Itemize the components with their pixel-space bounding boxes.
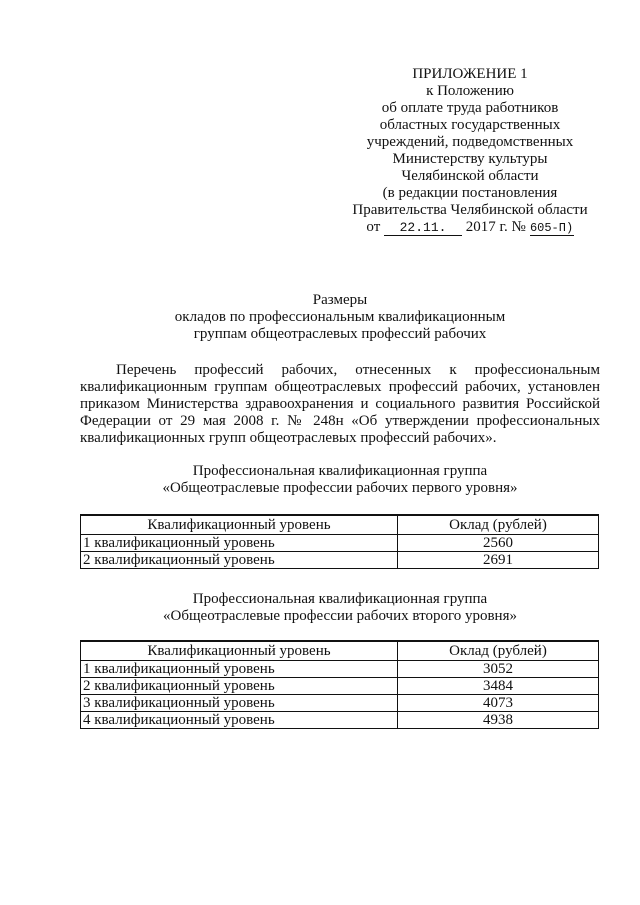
table-row	[81, 695, 599, 712]
column-header-level: Квалификационный уровень	[81, 641, 398, 661]
table-header-row	[81, 515, 599, 535]
appendix-line: областных государственных	[379, 117, 561, 133]
title-line: группам общеотраслевых профессий рабочих	[193, 326, 487, 342]
document-title	[80, 292, 600, 343]
level-cell: 1 квалификационный уровень	[81, 535, 398, 552]
decree-year: 2017 г. №	[465, 219, 526, 235]
level-cell: 2 квалификационный уровень	[81, 678, 398, 695]
salary-cell: 2560	[398, 535, 599, 552]
intro-paragraph: Перечень профессий рабочих, отнесенных к профессиональным квалификационным группам общеотраслевых профессий рабочих, установлен приказом Министерства здравоохранения и социального развития Российской Федерации от 29 мая 2008 г. № 248н «Об утверждении профессиональных квалификационных групп общеотраслевых профессий рабочих».	[80, 362, 600, 446]
table-row	[81, 712, 599, 729]
level-cell: 4 квалификационный уровень	[81, 712, 398, 729]
level-cell: 3 квалификационный уровень	[81, 695, 398, 712]
group-2-table	[80, 640, 599, 729]
appendix-line: Правительства Челябинской области	[352, 202, 588, 218]
appendix-line: (в редакции постановления	[382, 185, 558, 201]
salary-cell: 4938	[398, 712, 599, 729]
appendix-line: учреждений, подведомственных	[366, 134, 574, 150]
appendix-header	[340, 66, 600, 236]
group-title-line: Профессиональная квалификационная группа	[192, 591, 488, 607]
decree-date: 22.11.	[384, 221, 462, 236]
title-line: Размеры	[312, 292, 368, 308]
decree-date-line	[340, 219, 600, 236]
level-cell: 2 квалификационный уровень	[81, 552, 398, 569]
date-prefix: от	[366, 219, 381, 235]
table-row	[81, 535, 599, 552]
column-header-level: Квалификационный уровень	[81, 515, 398, 535]
table-row	[81, 678, 599, 695]
group-2-title	[80, 591, 600, 625]
group-1-table	[80, 514, 599, 569]
table-row	[81, 552, 599, 569]
group-title-line: Профессиональная квалификационная группа	[192, 463, 488, 479]
salary-cell: 3052	[398, 661, 599, 678]
appendix-line: об оплате труда работников	[381, 100, 559, 116]
table-header-row	[81, 641, 599, 661]
level-cell: 1 квалификационный уровень	[81, 661, 398, 678]
group-title-line: «Общеотраслевые профессии рабочих первого уровня»	[162, 480, 518, 496]
group-title-line: «Общеотраслевые профессии рабочих второго уровня»	[163, 608, 517, 624]
group-1-title	[80, 463, 600, 497]
title-line: окладов по профессиональным квалификационным	[174, 309, 506, 325]
appendix-line: к Положению	[426, 83, 514, 99]
table-row	[81, 661, 599, 678]
appendix-title: ПРИЛОЖЕНИЕ 1	[412, 66, 528, 82]
column-header-salary: Оклад (рублей)	[398, 641, 599, 661]
appendix-line: Министерству культуры	[392, 151, 548, 167]
column-header-salary: Оклад (рублей)	[398, 515, 599, 535]
salary-cell: 2691	[398, 552, 599, 569]
salary-cell: 3484	[398, 678, 599, 695]
salary-cell: 4073	[398, 695, 599, 712]
appendix-line: Челябинской области	[401, 168, 539, 184]
decree-number: 605-П)	[529, 221, 574, 235]
